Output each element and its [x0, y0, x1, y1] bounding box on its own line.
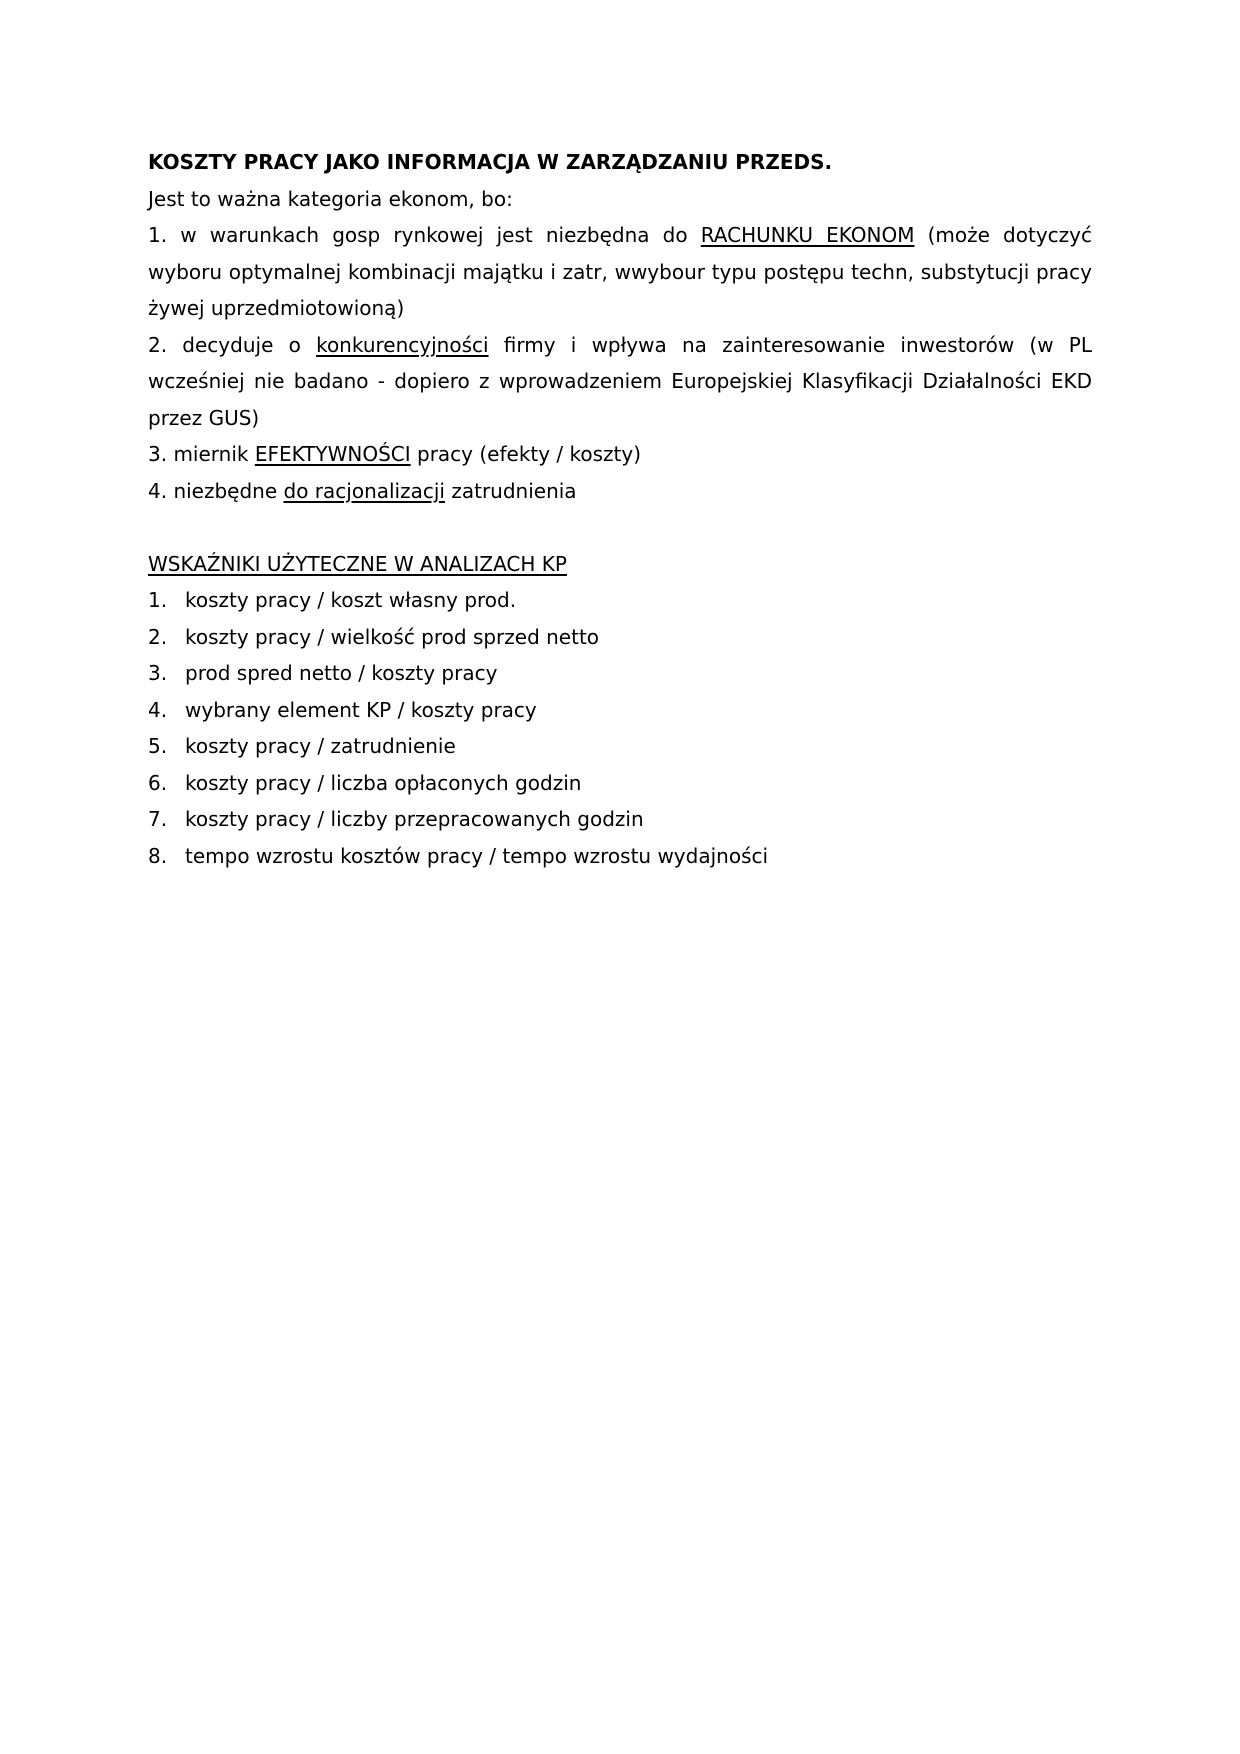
point-text: 3. miernik	[148, 442, 255, 466]
list-item	[148, 838, 1092, 875]
list-item	[148, 765, 1092, 802]
point-underlined-term: RACHUNKU EKONOM	[700, 223, 915, 247]
list-item	[148, 582, 1092, 619]
point-text: 4. niezbędne	[148, 478, 284, 503]
point-item	[148, 327, 1092, 437]
list-item	[148, 692, 1092, 729]
list-item-number: 2.	[148, 624, 168, 649]
document-title: KOSZTY PRACY JAKO INFORMACJA W ZARZĄDZANIU PRZEDS.	[148, 150, 833, 174]
list-item-text: koszty pracy / liczby przepracowanych godzin	[185, 807, 644, 831]
list-item	[148, 801, 1092, 838]
list-item-text: prod spred netto / koszty pracy	[185, 661, 498, 685]
list-item	[148, 728, 1092, 765]
point-text: zatrudnienia	[444, 478, 577, 503]
list-item-number: 7.	[148, 807, 168, 831]
point-text: (może dotyczyć wyboru optymalnej kombinacji majątku i zatr, wwybour typu postępu techn, substytucji pracy żywej uprzedmiotowioną)	[148, 223, 1092, 320]
point-item	[148, 473, 1092, 510]
section-heading: WSKAŹNIKI UŻYTECZNE W ANALIZACH KP	[148, 551, 567, 576]
list-item	[148, 619, 1092, 656]
indicator-list	[148, 582, 1092, 874]
list-item-text: koszty pracy / zatrudnienie	[185, 734, 456, 758]
list-item-number: 4.	[148, 697, 168, 722]
list-item	[148, 655, 1092, 692]
list-item-text: wybrany element KP / koszty pracy	[185, 697, 537, 722]
point-text: firmy i wpływa na zainteresowanie inwestorów (w PL wcześniej nie badano - dopiero z wprowadzeniem Europejskiej Klasyfikacji Działalności EKD przez GUS)	[148, 332, 1092, 430]
list-item-text: koszty pracy / koszt własny prod.	[185, 588, 517, 612]
list-item-number: 8.	[148, 843, 168, 868]
list-item-text: koszty pracy / liczba opłaconych godzin	[185, 770, 582, 795]
point-text: pracy (efekty / koszty)	[410, 442, 642, 466]
point-text: 2. decyduje o	[148, 332, 317, 357]
point-text: 1. w warunkach gosp rynkowej jest niezbędna do	[148, 223, 701, 247]
list-item-number: 6.	[148, 770, 168, 795]
list-item-number: 5.	[148, 734, 168, 758]
point-item	[148, 436, 1092, 473]
point-underlined-term: do racjonalizacji	[283, 478, 445, 503]
point-item	[148, 217, 1092, 327]
list-item-text: tempo wzrostu kosztów pracy / tempo wzrostu wydajności	[185, 843, 769, 868]
list-item-text: koszty pracy / wielkość prod sprzed netto	[185, 624, 600, 649]
list-item-number: 1.	[148, 588, 168, 612]
list-item-number: 3.	[148, 661, 168, 685]
blank-line	[148, 509, 1092, 546]
point-underlined-term: EFEKTYWNOŚCI	[254, 442, 411, 466]
intro-text: Jest to ważna kategoria ekonom, bo:	[148, 186, 513, 211]
document-body	[148, 144, 1092, 874]
point-underlined-term: konkurencyjności	[316, 332, 489, 357]
